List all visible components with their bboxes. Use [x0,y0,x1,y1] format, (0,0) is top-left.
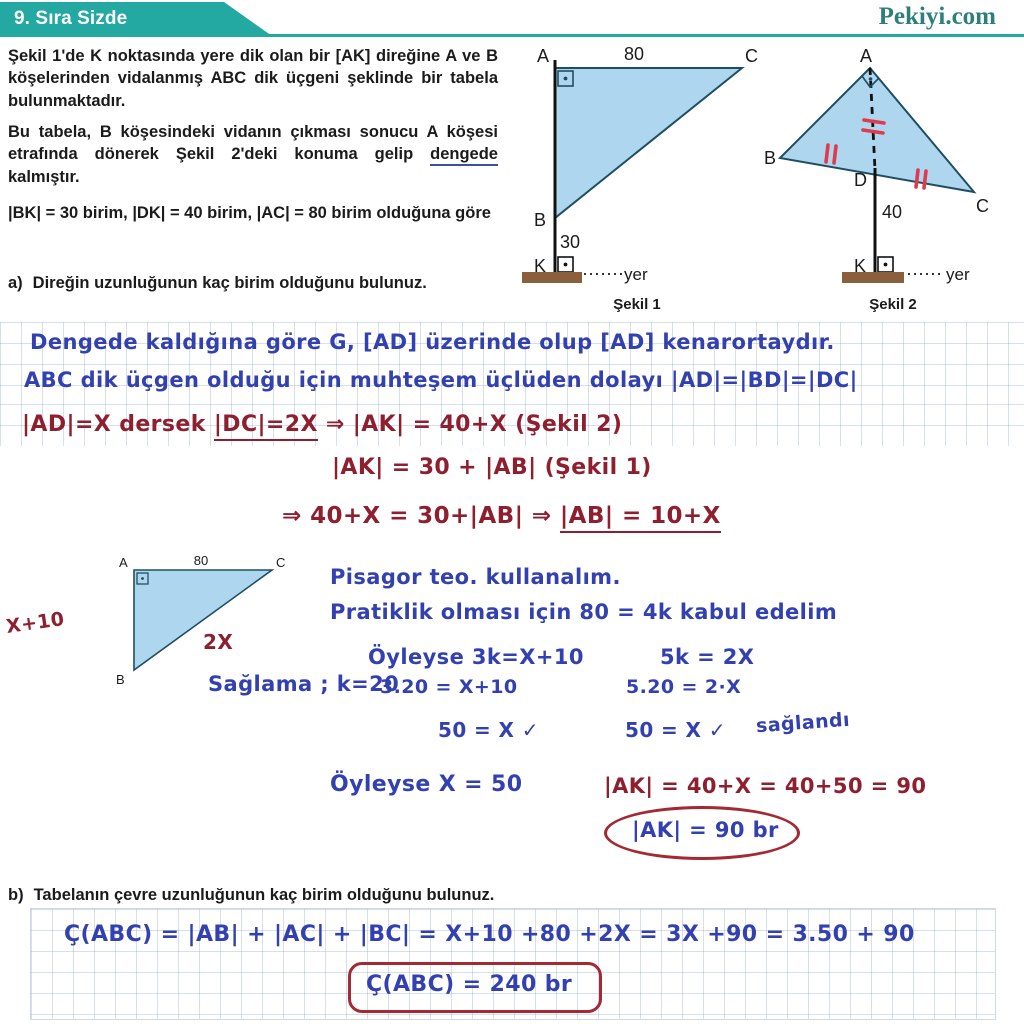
label-vertex-d: D [854,170,867,190]
label-vertex-b: B [534,210,547,230]
part-b-label: b) [8,886,24,904]
figure-sekil-1 [512,40,762,290]
right-angle-dot-k [884,263,888,267]
solution-a-line-10b: 5.20 = 2·X [626,676,742,698]
part-a-text: Direğin uzunluğunun kaç birim olduğunu bulunuz. [32,274,427,292]
solution-a-line-8b: 5k = 2X [660,645,755,669]
solution-a-line-11c: sağlandı [755,708,851,738]
solution-a-line-8a: Öyleyse 3k=X+10 [368,645,584,669]
label-vertex-k: K [854,256,867,276]
label-side-ac: 80 [623,44,645,64]
right-angle-dot-a [141,577,144,580]
label-vertex-a: A [119,555,128,570]
label-vertex-c: C [976,196,989,216]
label-vertex-c: C [745,46,758,66]
line-5-emphasis: |AB| = 10+X [560,503,721,533]
line-3-post: ⇒ |AK| = 40+X (Şekil 2) [317,412,623,437]
figure-sekil-2 [762,40,1024,290]
brand-logo: Pekiyi.com [878,3,996,30]
figure-1-caption: Şekil 1 [613,296,661,313]
part-b-text: Tabelanın çevre uzunluğunun kaç birim olduğunu bulunuz. [33,886,495,904]
part-a-label: a) [8,274,23,292]
label-vertex-a: A [860,46,873,66]
question-part-a [8,272,498,294]
solution-a-line-1: Dengede kaldığına göre G, [AD] üzerinde olup [AD] kenarortaydır. [30,330,835,354]
right-angle-dot-k [564,263,568,267]
label-side-bk: 30 [560,232,581,252]
solution-a-line-12b: |AK| = 40+X = 40+50 = 90 [604,774,927,798]
solution-a-line-10a: 3.20 = X+10 [380,676,518,698]
label-side-ac: 80 [193,553,209,568]
paragraph-2-underlined-term: dengede [430,145,498,166]
label-vertex-b: B [116,672,125,687]
solution-a-line-11a: 50 = X ✓ [438,718,539,742]
solution-a-line-3 [22,412,622,437]
question-givens: |BK| = 30 birim, |DK| = 40 birim, |AC| = 80 birim olduğuna göre [8,204,491,222]
paragraph-2-post: kalmıştır. [8,167,80,186]
solution-a-line-4: |AK| = 30 + |AB| (Şekil 1) [332,455,652,480]
label-vertex-k: K [534,256,547,276]
ground-block [842,272,904,283]
right-angle-dot-a [869,77,873,81]
line-3-emphasis: |DC|=2X [214,412,318,441]
solution-a-line-6: Pisagor teo. kullanalım. [330,565,621,589]
ground-block [522,272,582,283]
answer-b-text: Ç(ABC) = 240 br [366,972,573,997]
figure-2-caption: Şekil 2 [869,296,917,313]
label-vertex-b: B [764,148,777,168]
answer-a-text: |AK| = 90 br [632,818,779,842]
right-angle-dot-a [564,77,568,81]
solution-a-line-2: ABC dik üçgen olduğu için muhteşem üçlüden dolayı |AD|=|BD|=|DC| [24,368,858,392]
mini-figure-label-ab: X+10 [4,608,66,638]
solution-a-line-12a: Öyleyse X = 50 [330,772,523,797]
paragraph-2-pre: Bu tabela, B köşesindeki vidanın çıkması sonucu A köşesi etrafında dönerek Şekil 2'deki konuma gelip [8,123,498,164]
label-vertex-a: A [537,46,550,66]
mini-triangle-shape [134,570,272,670]
ground-label: yer [946,265,970,284]
question-paragraph-1: Şekil 1'de K noktasında yere dik olan bir [AK] direğine A ve B köşelerinden vidalanmış ABC dik üçgeni şeklinde bir tabela bulunmaktadır. [8,47,498,110]
triangle-abc-shape [780,68,974,192]
question-paragraph-2 [8,121,498,188]
line-3-pre: |AD|=X dersek [22,412,214,437]
page-title: 9. Sıra Sizde [14,8,128,29]
line-5-pre: ⇒ 40+X = 30+|AB| ⇒ [282,503,560,529]
header-divider [0,34,1024,37]
solution-b-line-1: Ç(ABC) = |AB| + |AC| + |BC| = X+10 +80 +2X = 3X +90 = 3.50 + 90 [64,922,915,947]
question-part-b [8,884,498,906]
solution-a-line-11b: 50 = X ✓ [625,718,726,742]
label-vertex-c: C [276,555,286,570]
solution-a-line-7: Pratiklik olması için 80 = 4k kabul edelim [330,600,838,624]
triangle-abc-shape [555,68,742,218]
ground-label: yer [624,265,648,284]
label-side-dk: 40 [882,202,903,222]
solution-a-line-5 [282,503,721,529]
solution-a-line-9: Sağlama ; k=20 [208,672,400,696]
mini-figure-label-bc: 2X [203,630,234,654]
